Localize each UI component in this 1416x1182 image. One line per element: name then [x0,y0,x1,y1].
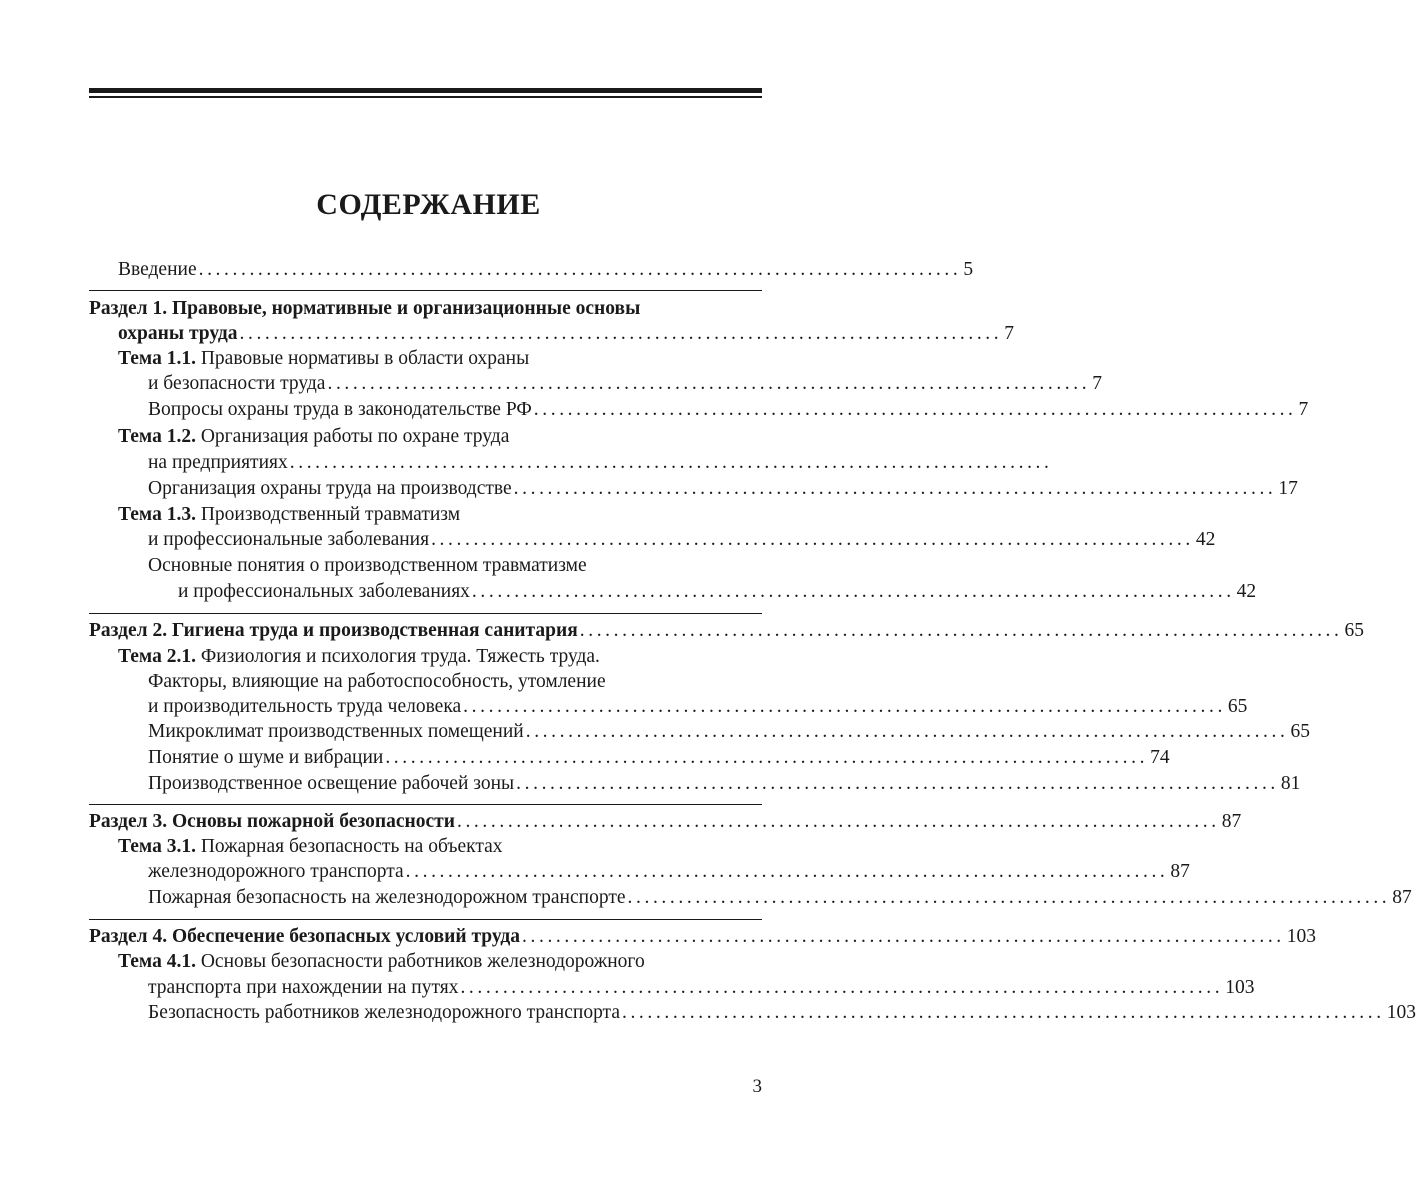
toc-page-number: 7 [1298,399,1309,420]
toc-entry-intro[interactable] [118,257,974,283]
toc-topic-2-1-heading [148,669,762,695]
toc-page-number: 65 [1344,620,1364,641]
dot-leader: .......................................................................................... [471,581,1235,602]
toc-section-4[interactable] [89,924,1317,950]
dot-leader: .......................................................................................... [627,887,1391,908]
toc-topic-1-2-heading [118,424,762,450]
dot-leader: .......................................................................................... [579,620,1343,641]
toc-entry-text: Вопросы охраны труда в законодательстве РФ [148,399,532,420]
section-divider [89,290,762,291]
toc-entry-text: Основы безопасности работников железнодорожного [195,951,645,972]
toc-entry-text: Производственный травматизм [195,504,461,525]
toc-topic-3-1[interactable] [148,859,1190,885]
section-divider [89,919,762,920]
toc-entry-text: Физиология и психология труда. Тяжесть труда. [195,646,600,667]
toc-topic-4-1[interactable] [148,975,1255,1001]
toc-entry-text: Раздел 3. Основы пожарной безопасности [89,811,455,832]
dot-leader: .......................................................................................... [327,373,1091,394]
toc-section-2[interactable] [89,618,1364,644]
toc-subtopic[interactable] [148,771,1301,797]
toc-subtopic[interactable] [148,885,1412,911]
dot-leader: .......................................................................................... [621,1002,1385,1023]
toc-entry-text: и профессиональных заболеваниях [178,581,470,602]
section-divider [89,613,762,614]
toc-subtopic[interactable] [178,579,1257,605]
section-divider [89,804,762,805]
toc-topic-1-1[interactable] [148,371,1102,397]
toc-page-number: 87 [1221,811,1242,832]
dot-leader: .......................................................................................... [460,977,1224,998]
dot-leader: .......................................................................................... [522,926,1285,947]
toc-page-number: 103 [1386,1002,1416,1023]
page-number: 3 [752,1076,762,1097]
dot-leader: .......................................................................................... [405,861,1169,882]
toc-topic-2-1-heading [118,644,762,670]
toc-subtopic[interactable] [148,719,1310,745]
toc-page-number: 17 [1278,478,1298,499]
topic-label: Тема 4.1. [118,951,196,972]
dot-leader: .......................................................................................... [463,696,1226,717]
toc-entry-text: железнодорожного транспорта [148,861,404,882]
dot-leader: .......................................................................................... [525,721,1289,742]
toc-entry-text: Раздел 4. Обеспечение безопасных условий труда [89,926,521,947]
toc-entry-text: Раздел 2. Гигиена труда и производственная санитария [89,620,578,641]
topic-label: Тема 1.2. [118,426,196,447]
dot-leader: .......................................................................................... [239,323,1003,344]
topic-label: Тема 1.3. [118,504,196,525]
toc-topic-1-3[interactable] [148,527,1216,553]
dot-leader: .......................................................................................... [513,478,1277,499]
toc-page-number: 65 [1290,721,1310,742]
dot-leader: .......................................................................................... [533,399,1297,420]
toc-page-number: 7 [1092,373,1102,394]
dot-leader: .......................................................................................... [385,747,1149,768]
header-rule-thick [89,88,762,93]
toc-entry-text: Организация охраны труда на производстве [148,478,512,499]
dot-leader: .......................................................................................... [431,529,1194,550]
toc-entry-text: Организация работы по охране труда [195,426,510,447]
toc-entry-text: Микроклимат производственных помещений [148,721,524,742]
toc-topic-3-1-heading [118,834,762,860]
dot-leader: .......................................................................................... [516,773,1279,794]
page-title: СОДЕРЖАНИЕ [316,188,541,221]
topic-label: Тема 1.1. [118,348,196,369]
toc-entry-text: и профессиональные заболевания [148,529,430,550]
toc-entry-text: Безопасность работников железнодорожного транспорта [148,1002,620,1023]
dot-leader: .......................................................................................... [289,452,1053,473]
toc-entry-text: Производственное освещение рабочей зоны [148,773,515,794]
toc-page-number: 103 [1225,977,1255,998]
toc-entry-text: Введение [118,259,197,280]
toc-topic-1-2[interactable] [148,450,1053,476]
toc-section-1[interactable] [118,321,1014,347]
toc-page-number: 5 [963,259,974,280]
toc-entry-text: Раздел 1. Правовые, нормативные и организационные основы [89,298,641,319]
toc-page-number: 103 [1286,926,1317,947]
toc-section-3[interactable] [89,809,1242,835]
toc-subtopic[interactable] [148,1000,1416,1026]
toc-topic-1-3-heading [118,502,762,528]
toc-entry-text: Основные понятия о производственном травматизме [148,555,587,576]
topic-label: Тема 2.1. [118,646,196,667]
toc-entry-text: Факторы, влияющие на работоспособность, утомление [148,671,606,692]
toc-subtopic[interactable] [148,476,1298,502]
dot-leader: .......................................................................................... [198,259,962,280]
toc-subtopic-heading [148,553,762,579]
toc-entry-text: транспорта при нахождении на путях [148,977,459,998]
toc-page-number: 81 [1280,773,1301,794]
toc-page-number: 87 [1392,887,1412,908]
toc-entry-text: охраны труда [118,323,238,344]
toc-entry-text: Понятие о шуме и вибрации [148,747,384,768]
dot-leader: .......................................................................................... [456,811,1220,832]
toc-subtopic[interactable] [148,397,1309,423]
toc-page-number: 87 [1170,861,1190,882]
toc-entry-text: и производительность труда человека [148,696,462,717]
toc-topic-4-1-heading [118,949,762,975]
toc-topic-1-1-heading [118,346,762,372]
toc-entry-text: Правовые нормативы в области охраны [195,348,530,369]
toc-page-number: 74 [1150,747,1170,768]
toc-page-number: 65 [1227,696,1248,717]
toc-page-number: 42 [1195,529,1216,550]
toc-topic-2-1[interactable] [148,694,1248,720]
toc-page-number: 42 [1236,581,1257,602]
topic-label: Тема 3.1. [118,836,196,857]
toc-subtopic[interactable] [148,745,1170,771]
toc-entry-text: Пожарная безопасность на железнодорожном транспорте [148,887,626,908]
toc-entry-text: на предприятиях [148,452,288,473]
header-rule-thin [89,96,762,98]
toc-page-number: 7 [1004,323,1014,344]
toc-entry-text: Пожарная безопасность на объектах [195,836,503,857]
toc-entry-text: и безопасности труда [148,373,326,394]
toc-section-1-heading [89,296,762,322]
